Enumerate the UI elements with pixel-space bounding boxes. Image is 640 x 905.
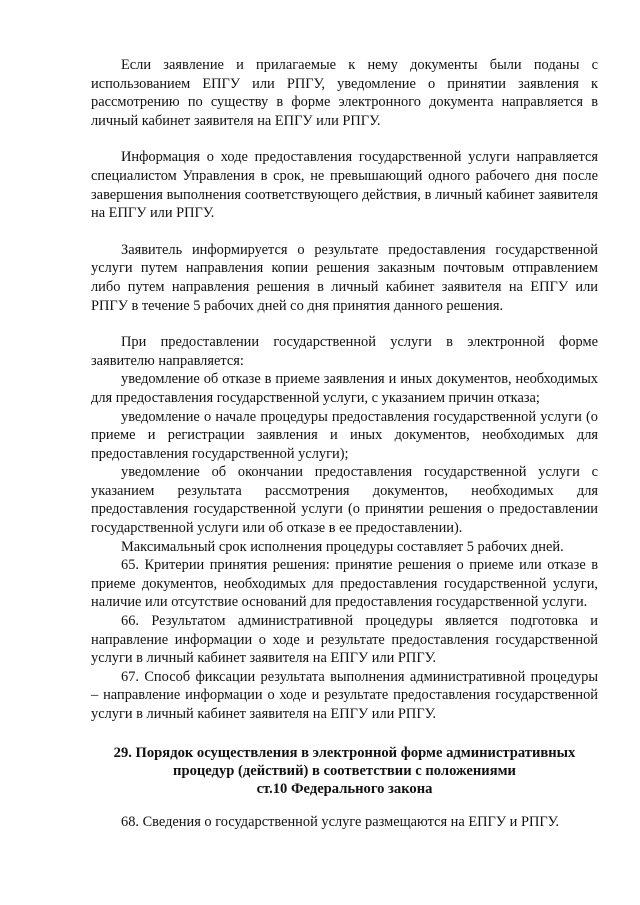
paragraph-electronic-intro: При предоставлении государственной услуги в электронной форме заявителю направляется: [91,334,598,369]
section-heading [91,744,598,799]
section-heading-line-3: ст.10 Федерального закона [256,781,433,798]
section-heading-line-2: процедур (действий) в соответствии с положениями [173,763,516,779]
section-heading-line-1: 29. Порядок осуществления в электронной форме административных [113,744,576,761]
document-page [91,56,598,831]
paragraph-item-65: 65. Критерии принятия решения: принятие решения о приеме или отказе в приеме документов, необходимых для предоставления государственной услуги, наличие или отсутствие оснований для предоставления государственной услуги. [91,557,598,611]
paragraph-epgu-notice: Если заявление и прилагаемые к нему документы были поданы с использованием ЕПГУ или РПГУ, уведомление о принятии заявления к рассмотрению по существу в форме электронного документа направляется в личный кабинет заявителя на ЕПГУ или РПГУ. [91,57,598,129]
paragraph-start-notice: уведомление о начале процедуры предоставления государственной услуги (о приеме и регистрации заявления и иных документов, необходимых для предоставления государственной услуги); [91,408,598,462]
paragraph-refusal-notice: уведомление об отказе в приеме заявления и иных документов, необходимых для предоставления государственной услуги, с указанием причин отказа; [91,371,598,406]
paragraph-progress-info: Информация о ходе предоставления государственной услуги направляется специалистом Управления в срок, не превышающий одного рабочего дня после завершения выполнения соответствующего действия, в личный кабинет заявителя на ЕПГУ или РПГУ. [91,149,598,222]
paragraph-max-term: Максимальный срок исполнения процедуры составляет 5 рабочих дней. [121,538,564,555]
paragraph-item-67: 67. Способ фиксации результата выполнения административной процедуры – направление информации о ходе и результате предоставления государственной услуги в личный кабинет заявителя на ЕПГУ или РПГУ. [91,668,598,722]
paragraph-item-66: 66. Результатом административной процедуры является подготовка и направление информации о ходе и результате предоставления государственной услуги в личный кабинет заявителя на ЕПГУ или РПГУ. [91,613,598,667]
paragraph-item-68: 68. Сведения о государственной услуге размещаются на ЕПГУ и РПГУ. [121,813,560,830]
paragraph-end-notice: уведомление об окончании предоставления государственной услуги с указанием результата рассмотрения документов, необходимых для предоставления государственной услуги (о принятии решения о предоставлении государственной услуги или об отказе в ее предоставлении). [91,464,598,537]
paragraph-result-info: Заявитель информируется о результате предоставления государственной услуги путем направления копии решения заказным почтовым отправлением либо путем направления решения в личный кабинет заявителя на ЕПГУ или РПГУ в течение 5 рабочих дней со дня принятия данного решения. [91,241,598,314]
